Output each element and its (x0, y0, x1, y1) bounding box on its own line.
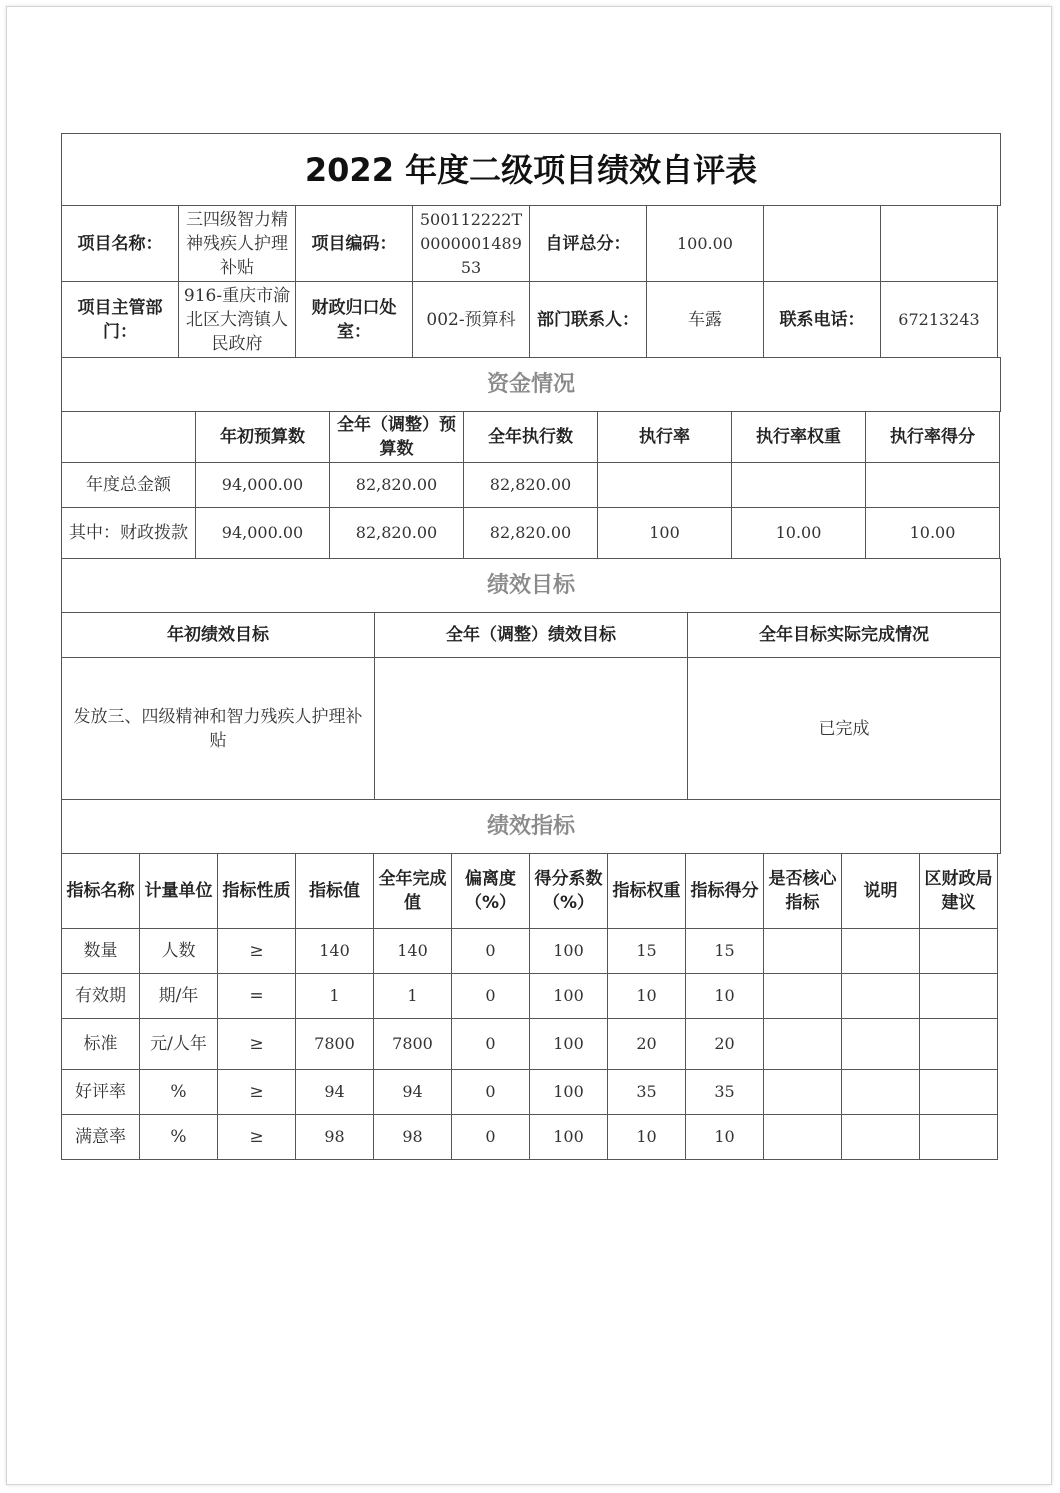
form-title: 2022 年度二级项目绩效自评表 (61, 133, 1001, 206)
contact-label: 部门联系人： (529, 281, 647, 358)
empty-cell (880, 205, 998, 282)
indicator-cell (919, 973, 998, 1019)
indicator-row (61, 1114, 1000, 1159)
indicator-cell: 7800 (295, 1018, 374, 1070)
indicators-header-cell: 是否核心指标 (763, 853, 842, 929)
indicator-cell: 100 (529, 1114, 608, 1160)
evaluation-form (61, 133, 1000, 1159)
indicator-row (61, 1018, 1000, 1069)
indicator-cell (919, 1114, 998, 1160)
indicator-cell: 94 (373, 1069, 452, 1115)
goals-completion-value: 已完成 (687, 657, 1001, 800)
indicator-cell (763, 1018, 842, 1070)
funds-cell: 100 (597, 507, 732, 559)
funds-cell: 82,820.00 (463, 507, 598, 559)
indicator-cell: 35 (685, 1069, 764, 1115)
dept-value: 916-重庆市渝北区大湾镇人民政府 (178, 281, 296, 358)
funds-cell: 其中：财政拨款 (61, 507, 196, 559)
funds-header-cell: 执行率 (597, 411, 732, 463)
indicator-cell (841, 1018, 920, 1070)
contact-value: 车露 (646, 281, 764, 358)
funds-cell (865, 462, 1000, 508)
indicators-header-cell: 指标名称 (61, 853, 140, 929)
indicator-cell (763, 1069, 842, 1115)
indicator-cell: 标准 (61, 1018, 140, 1070)
funds-header-cell: 年初预算数 (195, 411, 330, 463)
indicators-header-cell: 计量单位 (139, 853, 218, 929)
indicator-cell: 98 (295, 1114, 374, 1160)
funds-cell: 94,000.00 (195, 462, 330, 508)
phone-label: 联系电话： (763, 281, 881, 358)
goals-header-cell: 全年目标实际完成情况 (687, 612, 1001, 658)
goals-adjusted-value (374, 657, 688, 800)
project-code-label: 项目编码： (295, 205, 413, 282)
indicator-cell: 7800 (373, 1018, 452, 1070)
indicators-section-title: 绩效指标 (61, 799, 1001, 854)
indicator-cell: 好评率 (61, 1069, 140, 1115)
funds-header-cell: 执行率权重 (731, 411, 866, 463)
indicator-cell: % (139, 1114, 218, 1160)
project-code-value: 500112222T000000148953 (412, 205, 530, 282)
info-row-1 (61, 205, 1000, 281)
indicator-cell: 15 (607, 928, 686, 974)
indicator-cell: 期/年 (139, 973, 218, 1019)
indicators-header-cell: 全年完成值 (373, 853, 452, 929)
funds-cell: 10.00 (865, 507, 1000, 559)
indicators-header-cell: 区财政局建议 (919, 853, 998, 929)
indicator-cell (763, 928, 842, 974)
info-row-2 (61, 281, 1000, 357)
indicator-cell: 10 (685, 1114, 764, 1160)
indicator-cell (919, 1018, 998, 1070)
goals-header-cell: 年初绩效目标 (61, 612, 375, 658)
indicator-cell: 94 (295, 1069, 374, 1115)
indicator-cell: 0 (451, 973, 530, 1019)
goals-section-row (61, 558, 1000, 612)
goals-header-cell: 全年（调整）绩效目标 (374, 612, 688, 658)
indicator-cell: 100 (529, 928, 608, 974)
empty-cell (763, 205, 881, 282)
funds-row (61, 462, 1000, 507)
indicator-cell: 1 (373, 973, 452, 1019)
indicator-cell: 98 (373, 1114, 452, 1160)
phone-value: 67213243 (880, 281, 998, 358)
goals-section-title: 绩效目标 (61, 558, 1001, 613)
funds-cell (731, 462, 866, 508)
funds-section-title: 资金情况 (61, 357, 1001, 412)
indicator-cell: 20 (607, 1018, 686, 1070)
funds-cell: 年度总金额 (61, 462, 196, 508)
indicators-header-cell: 得分系数（%） (529, 853, 608, 929)
indicator-cell (919, 928, 998, 974)
indicators-header-row (61, 853, 1000, 928)
indicator-cell: ≥ (217, 1018, 296, 1070)
goals-value-row (61, 657, 1000, 799)
indicators-section-row (61, 799, 1000, 853)
funds-header-cell: 执行率得分 (865, 411, 1000, 463)
indicator-cell: 人数 (139, 928, 218, 974)
funds-cell: 10.00 (731, 507, 866, 559)
funds-header-cell: 全年（调整）预算数 (329, 411, 464, 463)
funds-cell: 82,820.00 (329, 462, 464, 508)
funds-header-row (61, 411, 1000, 462)
project-name-label: 项目名称： (61, 205, 179, 282)
indicators-header-cell: 偏离度（%） (451, 853, 530, 929)
indicator-cell: 0 (451, 1114, 530, 1160)
indicator-cell: = (217, 973, 296, 1019)
indicator-cell (841, 1114, 920, 1160)
indicator-cell (763, 1114, 842, 1160)
score-label: 自评总分： (529, 205, 647, 282)
indicator-cell: 有效期 (61, 973, 140, 1019)
finance-label: 财政归口处室： (295, 281, 413, 358)
goals-header-row (61, 612, 1000, 657)
indicator-cell: 140 (295, 928, 374, 974)
funds-section-row (61, 357, 1000, 411)
finance-value: 002-预算科 (412, 281, 530, 358)
indicators-header-cell: 指标性质 (217, 853, 296, 929)
indicator-cell (841, 973, 920, 1019)
indicator-cell: 1 (295, 973, 374, 1019)
funds-cell: 82,820.00 (463, 462, 598, 508)
indicators-header-cell: 指标值 (295, 853, 374, 929)
indicator-cell: 100 (529, 973, 608, 1019)
indicator-cell: 元/人年 (139, 1018, 218, 1070)
indicators-header-cell: 说明 (841, 853, 920, 929)
funds-cell: 94,000.00 (195, 507, 330, 559)
indicator-cell (919, 1069, 998, 1115)
indicator-cell: ≥ (217, 1114, 296, 1160)
indicator-cell: 10 (607, 973, 686, 1019)
indicator-cell: 0 (451, 1018, 530, 1070)
indicator-cell: 10 (607, 1114, 686, 1160)
indicator-cell (841, 928, 920, 974)
indicator-cell: 100 (529, 1018, 608, 1070)
indicator-cell (841, 1069, 920, 1115)
goals-initial-value: 发放三、四级精神和智力残疾人护理补贴 (61, 657, 375, 800)
score-value: 100.00 (646, 205, 764, 282)
indicator-row (61, 973, 1000, 1018)
indicator-cell: ≥ (217, 1069, 296, 1115)
indicator-cell: 20 (685, 1018, 764, 1070)
indicator-cell (763, 973, 842, 1019)
indicator-cell: 100 (529, 1069, 608, 1115)
indicator-cell: 0 (451, 1069, 530, 1115)
indicator-cell: 140 (373, 928, 452, 974)
project-name-value: 三四级智力精神残疾人护理补贴 (178, 205, 296, 282)
indicator-cell: 15 (685, 928, 764, 974)
indicator-cell: 35 (607, 1069, 686, 1115)
indicator-cell: 10 (685, 973, 764, 1019)
indicator-row (61, 1069, 1000, 1114)
funds-row (61, 507, 1000, 558)
funds-cell (597, 462, 732, 508)
funds-header-cell (61, 411, 196, 463)
indicator-cell: 满意率 (61, 1114, 140, 1160)
indicators-header-cell: 指标权重 (607, 853, 686, 929)
indicator-row (61, 928, 1000, 973)
indicator-cell: % (139, 1069, 218, 1115)
funds-header-cell: 全年执行数 (463, 411, 598, 463)
title-row (61, 133, 1000, 205)
funds-cell: 82,820.00 (329, 507, 464, 559)
indicator-cell: ≥ (217, 928, 296, 974)
dept-label: 项目主管部门： (61, 281, 179, 358)
indicator-cell: 0 (451, 928, 530, 974)
indicator-cell: 数量 (61, 928, 140, 974)
indicators-header-cell: 指标得分 (685, 853, 764, 929)
